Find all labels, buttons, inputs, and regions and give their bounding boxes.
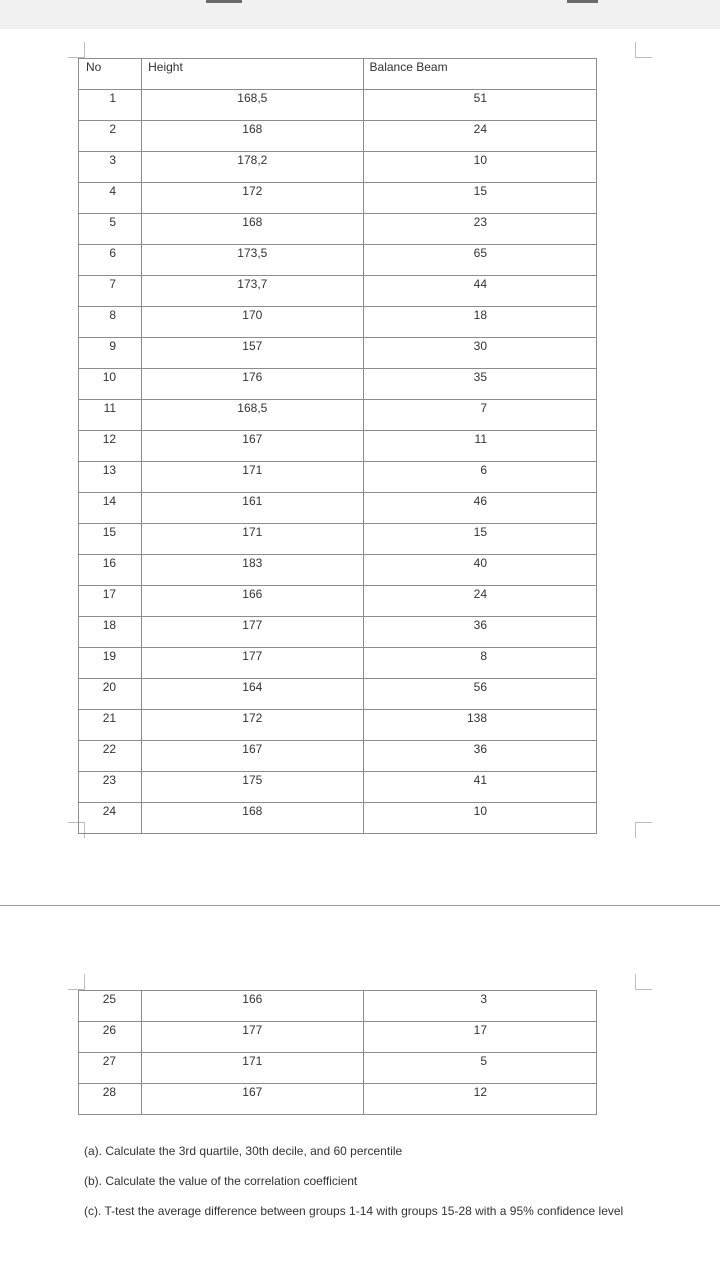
table-row [79,803,597,834]
table-row [79,679,597,710]
data-table-page-2 [78,990,597,1115]
cell-no: 7 [79,276,142,307]
cell-balance-beam: 15 [363,524,596,555]
cell-no: 19 [79,648,142,679]
cell-no: 14 [79,493,142,524]
cell-balance-beam: 44 [363,276,596,307]
cell-height: 161 [142,493,363,524]
table-row [79,648,597,679]
cell-no: 24 [79,803,142,834]
table-row [79,710,597,741]
cell-height: 176 [142,369,363,400]
table-row [79,555,597,586]
cell-height: 178,2 [142,152,363,183]
cell-no: 21 [79,710,142,741]
cell-height: 183 [142,555,363,586]
table-row [79,183,597,214]
table-row [79,400,597,431]
cell-height: 175 [142,772,363,803]
page-separator [0,905,720,906]
crop-mark [84,974,85,990]
viewer-top-bar [0,0,720,29]
questions-block [84,1143,654,1233]
cell-height: 173,5 [142,245,363,276]
cell-height: 177 [142,1022,363,1053]
cell-balance-beam: 12 [363,1084,596,1115]
question-a: (a). Calculate the 3rd quartile, 30th decile, and 60 percentile [84,1144,403,1158]
cell-no: 16 [79,555,142,586]
crop-mark [635,42,636,58]
table-row [79,214,597,245]
cell-height: 166 [142,586,363,617]
cell-height: 171 [142,462,363,493]
cell-height: 168 [142,803,363,834]
cell-balance-beam: 40 [363,555,596,586]
crop-mark [84,42,85,58]
cell-height: 168,5 [142,400,363,431]
cell-no: 28 [79,1084,142,1115]
cell-balance-beam: 17 [363,1022,596,1053]
cell-balance-beam: 7 [363,400,596,431]
cell-balance-beam: 11 [363,431,596,462]
cell-no: 2 [79,121,142,152]
table-row [79,1022,597,1053]
cell-balance-beam: 24 [363,121,596,152]
cell-no: 20 [79,679,142,710]
header-height: Height [142,59,363,90]
cell-height: 170 [142,307,363,338]
cell-no: 12 [79,431,142,462]
cell-balance-beam: 10 [363,803,596,834]
cell-balance-beam: 5 [363,1053,596,1084]
cell-height: 172 [142,710,363,741]
cell-balance-beam: 18 [363,307,596,338]
table-row [79,991,597,1022]
cell-balance-beam: 15 [363,183,596,214]
crop-mark [635,974,636,990]
table-row [79,462,597,493]
table-row [79,369,597,400]
toolbar-indicator-left [206,0,242,3]
cell-balance-beam: 56 [363,679,596,710]
cell-no: 17 [79,586,142,617]
table-row [79,586,597,617]
crop-mark [636,57,652,58]
header-balance-beam: Balance Beam [363,59,596,90]
cell-no: 9 [79,338,142,369]
cell-balance-beam: 10 [363,152,596,183]
question-b: (b). Calculate the value of the correlation coefficient [84,1174,358,1188]
cell-balance-beam: 30 [363,338,596,369]
cell-no: 25 [79,991,142,1022]
cell-balance-beam: 24 [363,586,596,617]
cell-balance-beam: 8 [363,648,596,679]
table-row [79,493,597,524]
cell-no: 22 [79,741,142,772]
cell-no: 15 [79,524,142,555]
crop-mark [636,822,652,823]
table-row [79,121,597,152]
cell-height: 177 [142,617,363,648]
cell-no: 27 [79,1053,142,1084]
table-row [79,276,597,307]
cell-balance-beam: 36 [363,617,596,648]
cell-height: 164 [142,679,363,710]
cell-no: 11 [79,400,142,431]
table-row [79,1084,597,1115]
question-c: (c). T-test the average difference between groups 1-14 with groups 15-28 with a 95% confidence level [84,1204,624,1218]
table-row [79,338,597,369]
cell-no: 10 [79,369,142,400]
table-row [79,772,597,803]
cell-height: 171 [142,524,363,555]
table-row [79,617,597,648]
cell-balance-beam: 46 [363,493,596,524]
table-row [79,90,597,121]
cell-no: 13 [79,462,142,493]
cell-height: 167 [142,1084,363,1115]
cell-no: 23 [79,772,142,803]
cell-no: 6 [79,245,142,276]
cell-no: 3 [79,152,142,183]
cell-balance-beam: 35 [363,369,596,400]
table-header-row [79,59,597,90]
cell-height: 167 [142,431,363,462]
toolbar-indicator-right [567,0,598,3]
cell-balance-beam: 138 [363,710,596,741]
cell-height: 166 [142,991,363,1022]
crop-mark [636,989,652,990]
cell-balance-beam: 41 [363,772,596,803]
table-row [79,431,597,462]
cell-balance-beam: 51 [363,90,596,121]
cell-height: 171 [142,1053,363,1084]
cell-balance-beam: 65 [363,245,596,276]
cell-balance-beam: 23 [363,214,596,245]
cell-no: 18 [79,617,142,648]
cell-height: 177 [142,648,363,679]
crop-mark [635,822,636,838]
table-row [79,524,597,555]
table-row [79,307,597,338]
cell-height: 168 [142,214,363,245]
data-table-page-1 [78,58,597,834]
cell-balance-beam: 6 [363,462,596,493]
cell-height: 168,5 [142,90,363,121]
cell-no: 26 [79,1022,142,1053]
cell-height: 157 [142,338,363,369]
cell-height: 167 [142,741,363,772]
table-row [79,1053,597,1084]
cell-no: 5 [79,214,142,245]
table-row [79,245,597,276]
cell-height: 172 [142,183,363,214]
cell-height: 173,7 [142,276,363,307]
cell-balance-beam: 36 [363,741,596,772]
cell-no: 1 [79,90,142,121]
table-row [79,152,597,183]
header-no: No [79,59,142,90]
cell-no: 8 [79,307,142,338]
cell-no: 4 [79,183,142,214]
table-row [79,741,597,772]
cell-balance-beam: 3 [363,991,596,1022]
cell-height: 168 [142,121,363,152]
